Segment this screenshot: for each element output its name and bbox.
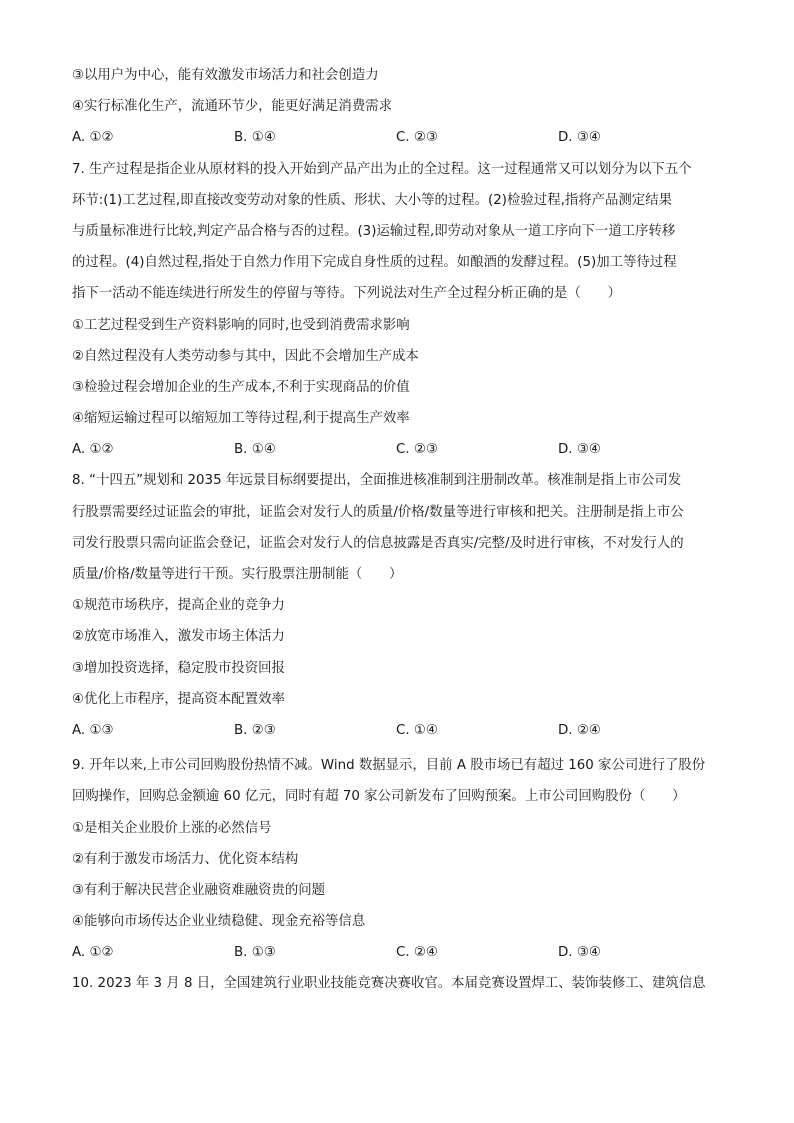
q7-option-b: B. ①④ (234, 442, 276, 458)
q8-stem-line: 行股票需要经过证监会的审批，证监会对发行人的质量/价格/数量等进行审核和把关。注册制是指上市公 (72, 504, 684, 520)
q6-option-b: B. ①④ (234, 130, 276, 146)
q6-item-3: ③以用户为中心，能有效激发市场活力和社会创造力 (72, 68, 379, 83)
q6-options (72, 122, 732, 153)
q8-item-4: ④优化上市程序，提高资本配置效率 (72, 691, 285, 707)
q9-stem-line: 回购操作，回购总金额逾 60 亿元，同时有超 70 家公司新发布了回购预案。上市公司回购股份（ ） (72, 789, 686, 805)
q9-item-4: ④能够向市场传达企业业绩稳健、现金充裕等信息 (72, 914, 366, 930)
q6-option-c: C. ②③ (396, 130, 438, 146)
q7-item-4: ④缩短运输过程可以缩短加工等待过程,利于提高生产效率 (72, 411, 410, 427)
question-9 (72, 750, 732, 968)
q9-option-a: A. ①② (72, 945, 114, 961)
q7-stem-line: 7. 生产过程是指企业从原材料的投入开始到产品产出为止的全过程。这一过程通常又可以划分为以下五个 (72, 161, 692, 177)
q10-stem-line: 10. 2023 年 3 月 8 日，全国建筑行业职业技能竞赛决赛收官。本届竞赛设置焊工、装饰装修工、建筑信息 (72, 976, 706, 992)
q8-item-3: ③增加投资选择，稳定股市投资回报 (72, 660, 285, 676)
q8-option-a: A. ①③ (72, 722, 114, 738)
question-8 (72, 465, 732, 746)
q8-options (72, 715, 732, 746)
q9-option-d: D. ③④ (558, 945, 601, 961)
q6-item-4: ④实行标准化生产，流通环节少，能更好满足消费需求 (72, 99, 392, 115)
q9-options (72, 937, 732, 968)
question-7 (72, 154, 732, 466)
q8-option-b: B. ②③ (234, 722, 276, 738)
document-page (72, 60, 732, 1000)
q7-item-2: ②自然过程没有人类劳动参与其中，因此不会增加生产成本 (72, 348, 419, 364)
q9-item-1: ①是相关企业股价上涨的必然信号 (72, 820, 272, 836)
q9-stem-line: 9. 开年以来,上市公司回购股份热情不减。Wind 数据显示，目前 A 股市场已有超过 160 家公司进行了股份 (72, 758, 706, 774)
q7-option-c: C. ②③ (396, 442, 438, 458)
question-10 (72, 968, 732, 999)
q8-stem-line: 质量/价格/数量等进行干预。实行股票注册制能（ ） (72, 567, 403, 582)
q8-item-2: ②放宽市场准入，激发市场主体活力 (72, 629, 285, 645)
q6-option-a: A. ①② (72, 130, 114, 146)
question-6 (72, 60, 732, 154)
q7-item-1: ①工艺过程受到生产资料影响的同时,也受到消费需求影响 (72, 317, 410, 333)
q7-stem-line: 环节:(1)工艺过程,即直接改变劳动对象的性质、形状、大小等的过程。(2)检验过程,指将产品测定结果 (72, 192, 672, 208)
q7-stem-line: 指下一活动不能连续进行所发生的停留与等待。下列说法对生产全过程分析正确的是（ ） (72, 286, 622, 302)
q6-option-d: D. ③④ (558, 130, 601, 146)
q8-item-1: ①规范市场秩序，提高企业的竞争力 (72, 598, 285, 614)
q7-stem-line: 与质量标准进行比较,判定产品合格与否的过程。(3)运输过程,即劳动对象从一道工序向下一道工序转移 (72, 223, 676, 239)
q8-option-c: C. ①④ (396, 722, 438, 738)
q9-item-3: ③有利于解决民营企业融资难融资贵的问题 (72, 882, 326, 898)
q8-stem-line: 司发行股票只需向证监会登记，证监会对发行人的信息披露是否真实/完整/及时进行审核，不对发行人的 (72, 535, 684, 551)
q9-option-b: B. ①③ (234, 945, 276, 961)
q7-stem-line: 的过程。(4)自然过程,指处于自然力作用下完成自身性质的过程。如酿酒的发酵过程。(5)加工等待过程 (72, 255, 677, 271)
q8-option-d: D. ②④ (558, 722, 601, 738)
q7-option-a: A. ①② (72, 442, 114, 458)
q7-option-d: D. ③④ (558, 442, 601, 458)
q8-stem-line: 8. “十四五”规划和 2035 年远景目标纲要提出，全面推进核准制到注册制改革。核准制是指上市公司发 (72, 473, 682, 489)
q7-options (72, 434, 732, 465)
q9-option-c: C. ②④ (396, 945, 438, 961)
q9-item-2: ②有利于激发市场活力、优化资本结构 (72, 851, 299, 867)
q7-item-3: ③检验过程会增加企业的生产成本,不利于实现商品的价值 (72, 379, 410, 395)
